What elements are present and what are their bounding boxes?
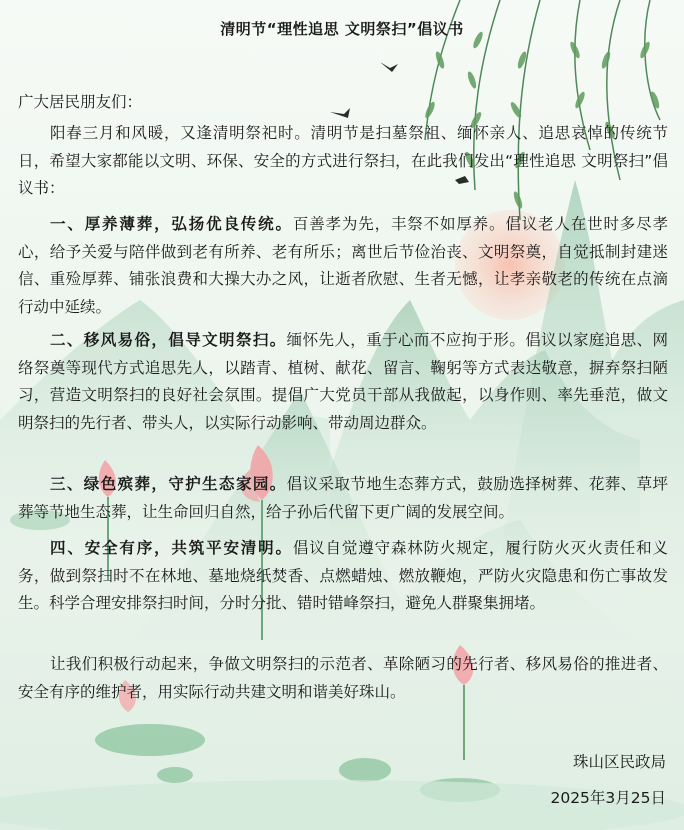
section-body: 百善孝为先，丰祭不如厚养。倡议老人在世时多尽孝心，给予关爱与陪伴做到老有所养、老有所乐；离世后节俭治丧、文明祭奠，自觉抵制封建迷信、重殓厚葬、铺张浪费和大操大办之风，让逝者欣慰、生者无憾，让孝亲敬老的传统在点滴行动中延续。 [18, 215, 668, 316]
section-body: 缅怀先人，重于心而不应拘于形。倡议以家庭追思、网络祭奠等现代方式追思先人，以踏青、植树、献花、留言、鞠躬等方式表达敬意，摒弃祭扫陋习，营造文明祭扫的良好社会氛围。提倡广大党员干部从我做起，以身作则、率先垂范，做文明祭扫的先行者、带头人，以实际行动影响、带动周边群众。 [18, 331, 668, 432]
section-heading: 二、移风易俗，倡导文明祭扫。 [50, 330, 287, 349]
intro-paragraph: 阳春三月和风暖，又逢清明祭祀时。清明节是扫墓祭祖、缅怀亲人、追思哀悼的传统节日，希望大家都能以文明、环保、安全的方式进行祭扫，在此我们发出“理性追思 文明祭扫”倡议书： [18, 124, 668, 197]
section-heading: 四、安全有序，共筑平安清明。 [50, 538, 293, 557]
signature-date: 2025年3月25日 [550, 789, 666, 807]
section-paragraph [18, 470, 668, 526]
document-title: 清明节“理性追思 文明祭扫”倡议书 [220, 20, 464, 38]
section-heading: 三、绿色殡葬，守护生态家园。 [50, 474, 287, 493]
closing-paragraph: 让我们积极行动起来，争做文明祭扫的示范者、革除陋习的先行者、移风易俗的推进者、安全有序的维护者，用实际行动共建文明和谐美好珠山。 [18, 655, 668, 701]
section-paragraph [18, 534, 668, 618]
section-body: 倡议采取节地生态葬方式，鼓励选择树葬、花葬、草坪葬等节地生态葬，让生命回归自然，给子孙后代留下更广阔的发展空间。 [18, 475, 668, 521]
section-heading: 一、厚养薄葬，弘扬优良传统。 [50, 214, 293, 233]
section-paragraph [18, 326, 668, 437]
section-body: 倡议自觉遵守森林防火规定，履行防火灭火责任和义务，做到祭扫时不在林地、墓地烧纸焚香、点燃蜡烛、燃放鞭炮，严防火灾隐患和伤亡事故发生。科学合理安排祭扫时间，分时分批、错时错峰祭扫，避免人群聚集拥堵。 [18, 539, 668, 612]
signature-organization: 珠山区民政局 [572, 753, 666, 771]
greeting: 广大居民朋友们： [18, 93, 143, 111]
section-paragraph [18, 210, 668, 321]
